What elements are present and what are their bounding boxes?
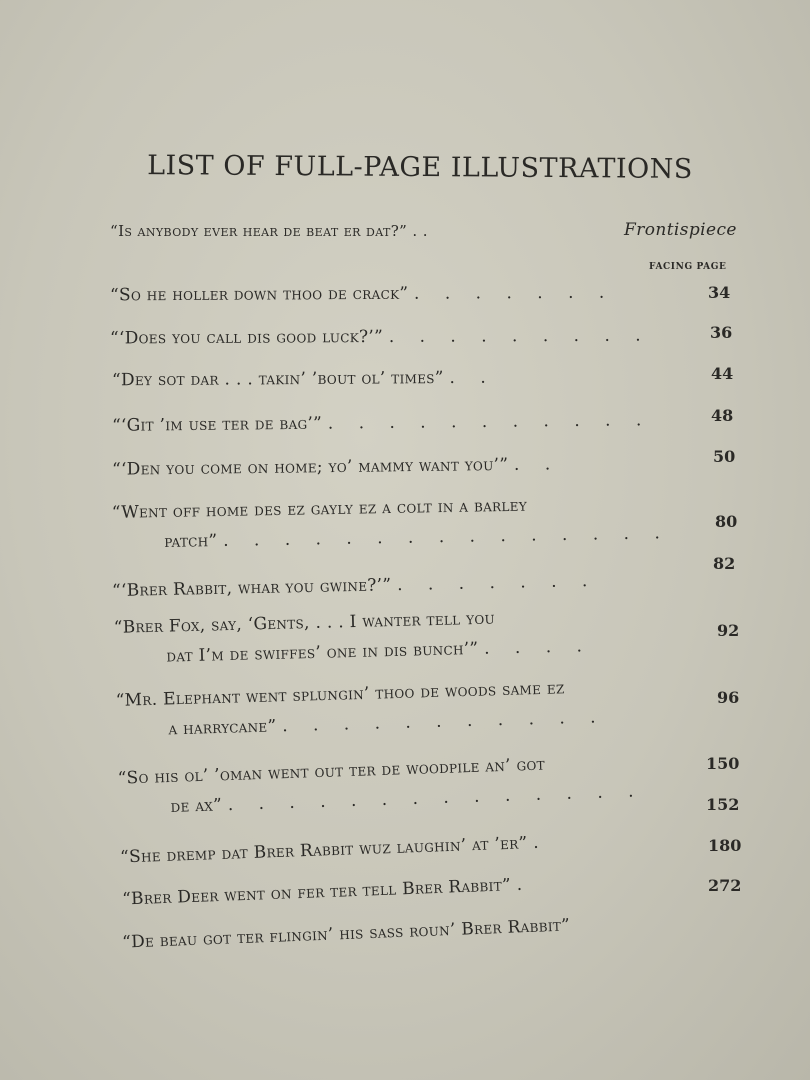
leader-dots: . . . . xyxy=(483,636,593,659)
entry-caption: “‘Den you come on home; yo’ mammy want you’” xyxy=(111,454,509,480)
leader-dots: . . xyxy=(449,367,496,388)
entry-page-number: 50 xyxy=(713,447,736,466)
entry-page-number: 92 xyxy=(717,621,740,640)
leader-dots: . . . . . . . . . . . xyxy=(281,707,606,737)
illustration-entry xyxy=(112,571,598,601)
entry-caption-continued: de ax” xyxy=(170,795,223,817)
entry-caption: “Dey sot dar . . . takin’ ’bout ol’ times” xyxy=(111,368,444,391)
entry-caption: “Brer Fox, say, ‘Gents, . . . I wanter tell you xyxy=(113,608,496,638)
frontispiece-entry xyxy=(110,220,737,240)
leader-dots: . . . . . . . . . . . . . . . xyxy=(222,523,670,551)
illustration-entry xyxy=(122,915,571,952)
leader-dots: . . . . . . . . . . . . . . xyxy=(227,781,644,816)
illustration-entry xyxy=(117,751,643,818)
entry-caption: “So his ol’ ’oman went out ter de woodpile an’ got xyxy=(117,754,546,789)
entry-page-number: 34 xyxy=(708,283,731,302)
frontispiece-caption: “Is anybody ever hear de beat er dat?” . . xyxy=(110,222,428,240)
facing-page-header: FACING PAGE xyxy=(649,262,727,272)
leader-dots: . . . . . . . . . . . xyxy=(327,410,652,434)
entry-page-number: 44 xyxy=(711,364,734,383)
illustration-entry xyxy=(110,283,614,306)
entry-page-number: 48 xyxy=(711,406,734,425)
entry-caption: “She dremp dat Brer Rabbit wuz laughin’ at ’er” xyxy=(119,833,528,868)
leader-dots: . . xyxy=(513,454,561,475)
illustration-entry xyxy=(112,368,496,391)
illustration-entry xyxy=(113,606,592,668)
illustration-entry xyxy=(122,874,533,909)
illustration-entry xyxy=(112,493,670,553)
entry-caption: “‘Brer Rabbit, whar you gwine?’” xyxy=(111,575,392,602)
illustration-entry xyxy=(110,326,651,349)
entry-caption: “Mr. Elephant went splungin’ thoo de woods same ez xyxy=(115,678,565,711)
entry-caption: “‘Does you call dis good luck?’” xyxy=(109,326,384,349)
entry-page-number: 272 xyxy=(708,876,742,895)
entry-caption-continued: a harrycane” xyxy=(168,716,277,740)
entry-caption: “Brer Deer went on fer ter tell Brer Rabbit” xyxy=(121,875,512,910)
entry-page-number: 80 xyxy=(715,512,738,531)
leader-dots: . . . . . . . . . xyxy=(388,325,651,347)
entry-caption: “De beau got ter flingin’ his sass roun’ Brer Rabbit” xyxy=(121,915,571,953)
page-title: LIST OF FULL-PAGE ILLUSTRATIONS xyxy=(147,150,693,185)
illustration-entry xyxy=(112,410,651,436)
entry-page-number: 36 xyxy=(710,323,733,342)
illustration-entry xyxy=(120,833,549,868)
entry-caption: “Went off home des ez gayly ez a colt in a barley xyxy=(111,495,528,523)
entry-caption: “‘Git ’im use ter de bag’” xyxy=(111,413,323,436)
entry-page-number: 150 xyxy=(706,754,740,773)
illustration-entry xyxy=(115,677,605,741)
illustration-entry xyxy=(112,454,560,479)
leader-dots: . . . . . . . xyxy=(413,282,615,304)
entry-page-number: 152 xyxy=(706,795,740,814)
entry-caption: “So he holler down thoo de crack” xyxy=(109,283,409,306)
leader-dots: . xyxy=(516,874,533,896)
entry-caption-continued: patch” xyxy=(164,531,218,552)
entry-page-number: 82 xyxy=(713,554,736,573)
entry-page-number: 96 xyxy=(717,688,740,707)
leader-dots: . . . . . . . xyxy=(396,570,598,596)
frontispiece-label: Frontispiece xyxy=(624,220,737,240)
leader-dots: . xyxy=(532,832,549,854)
entry-page-number: 180 xyxy=(708,836,742,855)
entry-caption-continued: dat I’m de swiffes’ one in dis bunch’” xyxy=(166,638,479,667)
